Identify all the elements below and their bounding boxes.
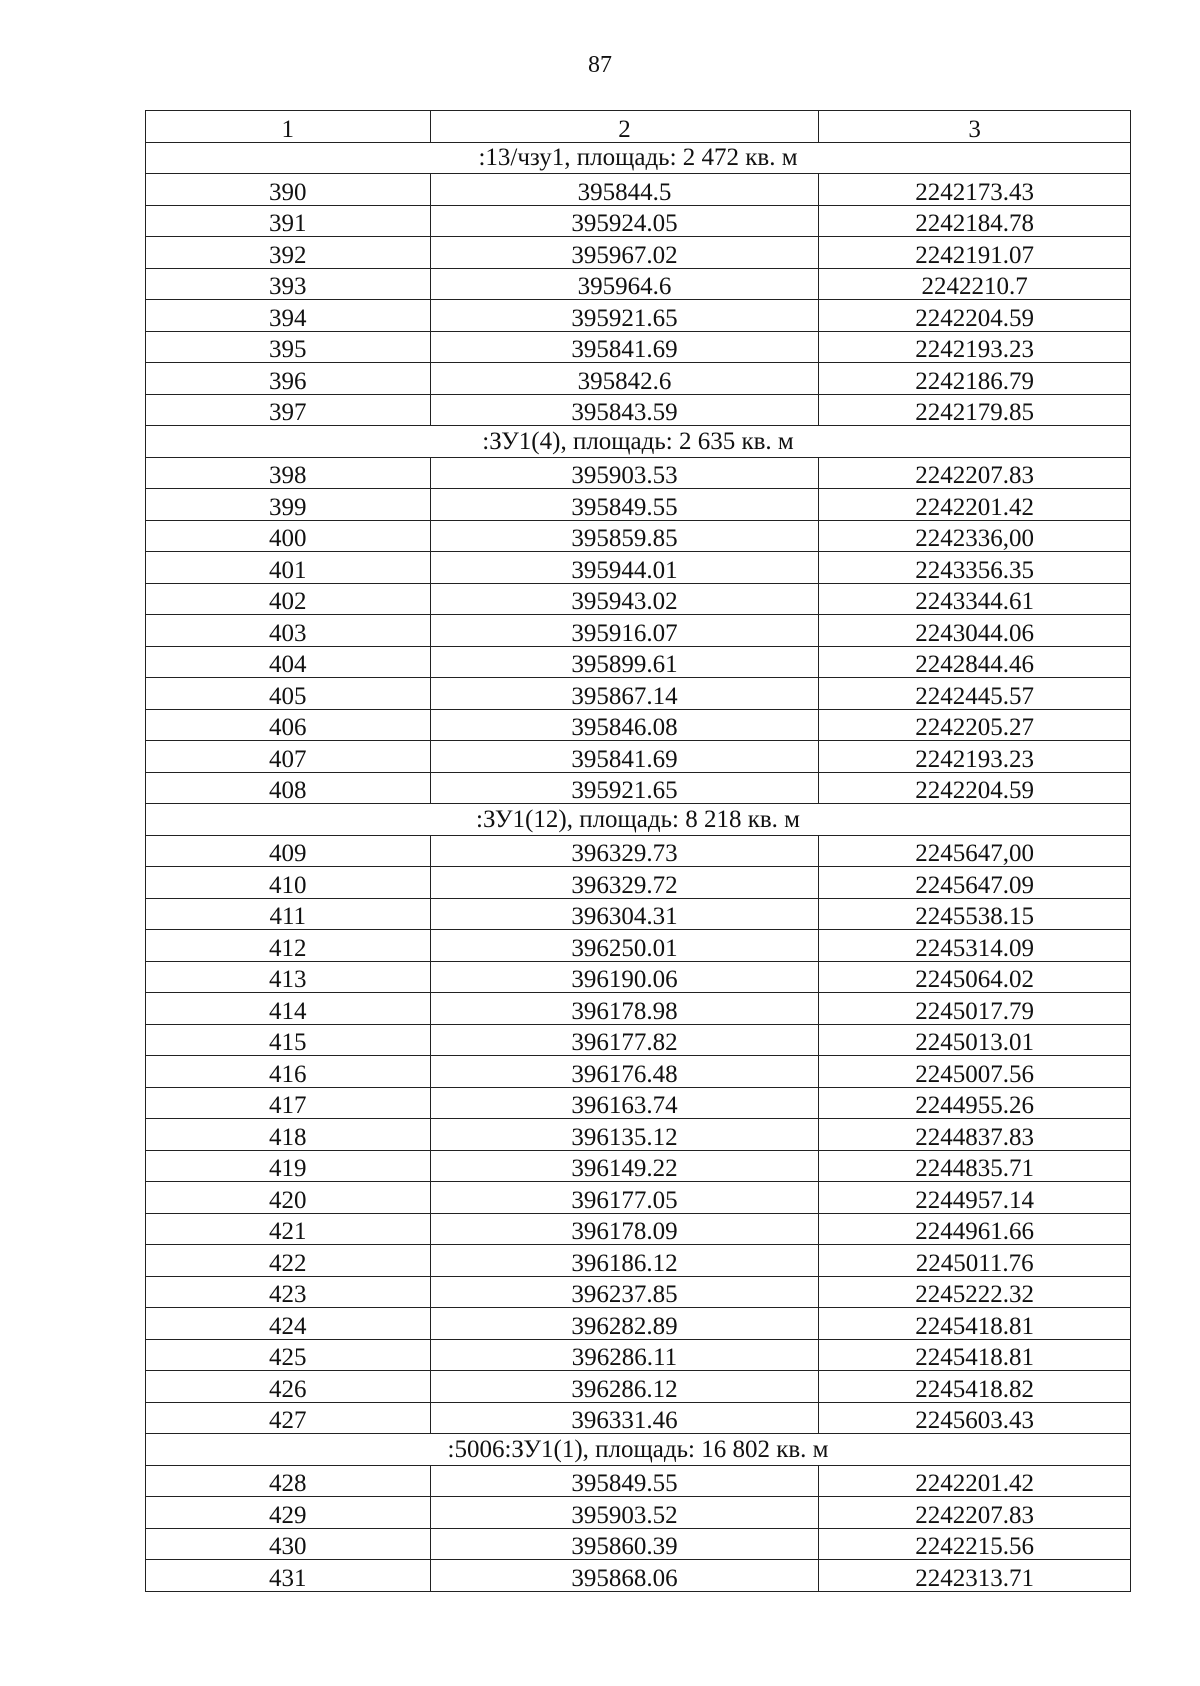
x-coordinate-cell: 396186.12	[430, 1245, 819, 1277]
point-number-cell: 423	[146, 1276, 431, 1308]
table-row	[146, 1245, 1131, 1277]
column-header: 3	[819, 111, 1131, 143]
section-header-row	[146, 804, 1131, 836]
y-coordinate-cell: 2245064.02	[819, 961, 1131, 993]
table-row	[146, 1213, 1131, 1245]
table-row	[146, 300, 1131, 332]
x-coordinate-cell: 395967.02	[430, 237, 819, 269]
point-number-cell: 400	[146, 520, 431, 552]
y-coordinate-cell: 2242313.71	[819, 1560, 1131, 1592]
point-number-cell: 427	[146, 1402, 431, 1434]
y-coordinate-cell: 2245017.79	[819, 993, 1131, 1025]
point-number-cell: 419	[146, 1150, 431, 1182]
y-coordinate-cell: 2242445.57	[819, 678, 1131, 710]
table-row	[146, 205, 1131, 237]
point-number-cell: 403	[146, 615, 431, 647]
y-coordinate-cell: 2242844.46	[819, 646, 1131, 678]
x-coordinate-cell: 396304.31	[430, 898, 819, 930]
x-coordinate-cell: 396176.48	[430, 1056, 819, 1088]
point-number-cell: 393	[146, 268, 431, 300]
page-number: 87	[588, 52, 612, 78]
point-number-cell: 413	[146, 961, 431, 993]
point-number-cell: 418	[146, 1119, 431, 1151]
point-number-cell: 395	[146, 331, 431, 363]
x-coordinate-cell: 396286.12	[430, 1371, 819, 1403]
table-row	[146, 174, 1131, 206]
table-row	[146, 993, 1131, 1025]
table-row	[146, 520, 1131, 552]
x-coordinate-cell: 396190.06	[430, 961, 819, 993]
point-number-cell: 399	[146, 489, 431, 521]
x-coordinate-cell: 396329.72	[430, 867, 819, 899]
y-coordinate-cell: 2245603.43	[819, 1402, 1131, 1434]
point-number-cell: 426	[146, 1371, 431, 1403]
y-coordinate-cell: 2245222.32	[819, 1276, 1131, 1308]
section-title: :5006:ЗУ1(1), площадь: 16 802 кв. м	[146, 1434, 1131, 1466]
section-title: :ЗУ1(12), площадь: 8 218 кв. м	[146, 804, 1131, 836]
section-title: :ЗУ1(4), площадь: 2 635 кв. м	[146, 426, 1131, 458]
section-header-row	[146, 1434, 1131, 1466]
point-number-cell: 420	[146, 1182, 431, 1214]
x-coordinate-cell: 395843.59	[430, 394, 819, 426]
table-row	[146, 646, 1131, 678]
x-coordinate-cell: 395943.02	[430, 583, 819, 615]
point-number-cell: 411	[146, 898, 431, 930]
point-number-cell: 402	[146, 583, 431, 615]
table-row	[146, 1402, 1131, 1434]
y-coordinate-cell: 2243356.35	[819, 552, 1131, 584]
table-row	[146, 1087, 1131, 1119]
x-coordinate-cell: 396135.12	[430, 1119, 819, 1151]
y-coordinate-cell: 2244837.83	[819, 1119, 1131, 1151]
x-coordinate-cell: 396177.82	[430, 1024, 819, 1056]
x-coordinate-cell: 396237.85	[430, 1276, 819, 1308]
x-coordinate-cell: 396331.46	[430, 1402, 819, 1434]
x-coordinate-cell: 395859.85	[430, 520, 819, 552]
column-header: 2	[430, 111, 819, 143]
x-coordinate-cell: 395849.55	[430, 1465, 819, 1497]
point-number-cell: 406	[146, 709, 431, 741]
y-coordinate-cell: 2242207.83	[819, 1497, 1131, 1529]
y-coordinate-cell: 2243344.61	[819, 583, 1131, 615]
y-coordinate-cell: 2242204.59	[819, 300, 1131, 332]
y-coordinate-cell: 2242179.85	[819, 394, 1131, 426]
coordinates-table	[145, 110, 1131, 1592]
point-number-cell: 408	[146, 772, 431, 804]
table-row	[146, 1560, 1131, 1592]
point-number-cell: 417	[146, 1087, 431, 1119]
table-row	[146, 1056, 1131, 1088]
y-coordinate-cell: 2245007.56	[819, 1056, 1131, 1088]
point-number-cell: 431	[146, 1560, 431, 1592]
x-coordinate-cell: 395899.61	[430, 646, 819, 678]
y-coordinate-cell: 2244961.66	[819, 1213, 1131, 1245]
point-number-cell: 396	[146, 363, 431, 395]
table-row	[146, 363, 1131, 395]
x-coordinate-cell: 395868.06	[430, 1560, 819, 1592]
table-row	[146, 583, 1131, 615]
section-header-row	[146, 426, 1131, 458]
x-coordinate-cell: 396329.73	[430, 835, 819, 867]
table-row	[146, 331, 1131, 363]
y-coordinate-cell: 2244835.71	[819, 1150, 1131, 1182]
y-coordinate-cell: 2242210.7	[819, 268, 1131, 300]
x-coordinate-cell: 396178.98	[430, 993, 819, 1025]
point-number-cell: 409	[146, 835, 431, 867]
point-number-cell: 397	[146, 394, 431, 426]
table-row	[146, 1465, 1131, 1497]
y-coordinate-cell: 2245011.76	[819, 1245, 1131, 1277]
x-coordinate-cell: 396177.05	[430, 1182, 819, 1214]
point-number-cell: 424	[146, 1308, 431, 1340]
point-number-cell: 412	[146, 930, 431, 962]
table-row	[146, 1528, 1131, 1560]
y-coordinate-cell: 2242184.78	[819, 205, 1131, 237]
y-coordinate-cell: 2242204.59	[819, 772, 1131, 804]
x-coordinate-cell: 395921.65	[430, 772, 819, 804]
table-row	[146, 961, 1131, 993]
point-number-cell: 421	[146, 1213, 431, 1245]
y-coordinate-cell: 2242336,00	[819, 520, 1131, 552]
table-row	[146, 1339, 1131, 1371]
point-number-cell: 430	[146, 1528, 431, 1560]
y-coordinate-cell: 2242207.83	[819, 457, 1131, 489]
x-coordinate-cell: 396250.01	[430, 930, 819, 962]
x-coordinate-cell: 395849.55	[430, 489, 819, 521]
table-row	[146, 1150, 1131, 1182]
section-header-row	[146, 142, 1131, 174]
y-coordinate-cell: 2242193.23	[819, 331, 1131, 363]
y-coordinate-cell: 2242186.79	[819, 363, 1131, 395]
point-number-cell: 404	[146, 646, 431, 678]
y-coordinate-cell: 2242201.42	[819, 1465, 1131, 1497]
table-row	[146, 1497, 1131, 1529]
table-row	[146, 898, 1131, 930]
point-number-cell: 414	[146, 993, 431, 1025]
table-row	[146, 615, 1131, 647]
table-header-row	[146, 111, 1131, 143]
x-coordinate-cell: 395841.69	[430, 331, 819, 363]
section-title: :13/чзу1, площадь: 2 472 кв. м	[146, 142, 1131, 174]
table-row	[146, 1119, 1131, 1151]
table-row	[146, 772, 1131, 804]
point-number-cell: 401	[146, 552, 431, 584]
x-coordinate-cell: 395903.53	[430, 457, 819, 489]
x-coordinate-cell: 396149.22	[430, 1150, 819, 1182]
point-number-cell: 429	[146, 1497, 431, 1529]
table-row	[146, 867, 1131, 899]
y-coordinate-cell: 2245314.09	[819, 930, 1131, 962]
x-coordinate-cell: 395903.52	[430, 1497, 819, 1529]
point-number-cell: 405	[146, 678, 431, 710]
y-coordinate-cell: 2242193.23	[819, 741, 1131, 773]
point-number-cell: 394	[146, 300, 431, 332]
y-coordinate-cell: 2245013.01	[819, 1024, 1131, 1056]
y-coordinate-cell: 2242173.43	[819, 174, 1131, 206]
point-number-cell: 422	[146, 1245, 431, 1277]
table-row	[146, 268, 1131, 300]
x-coordinate-cell: 395846.08	[430, 709, 819, 741]
y-coordinate-cell: 2245418.81	[819, 1339, 1131, 1371]
y-coordinate-cell: 2245538.15	[819, 898, 1131, 930]
point-number-cell: 391	[146, 205, 431, 237]
y-coordinate-cell: 2243044.06	[819, 615, 1131, 647]
point-number-cell: 428	[146, 1465, 431, 1497]
x-coordinate-cell: 395924.05	[430, 205, 819, 237]
table-row	[146, 709, 1131, 741]
x-coordinate-cell: 395867.14	[430, 678, 819, 710]
y-coordinate-cell: 2242205.27	[819, 709, 1131, 741]
table-row	[146, 741, 1131, 773]
x-coordinate-cell: 395841.69	[430, 741, 819, 773]
column-header: 1	[146, 111, 431, 143]
x-coordinate-cell: 396178.09	[430, 1213, 819, 1245]
y-coordinate-cell: 2242215.56	[819, 1528, 1131, 1560]
table-row	[146, 394, 1131, 426]
y-coordinate-cell: 2242191.07	[819, 237, 1131, 269]
table-row	[146, 1308, 1131, 1340]
x-coordinate-cell: 395844.5	[430, 174, 819, 206]
x-coordinate-cell: 396286.11	[430, 1339, 819, 1371]
x-coordinate-cell: 396163.74	[430, 1087, 819, 1119]
table-row	[146, 930, 1131, 962]
y-coordinate-cell: 2242201.42	[819, 489, 1131, 521]
x-coordinate-cell: 395944.01	[430, 552, 819, 584]
y-coordinate-cell: 2245647,00	[819, 835, 1131, 867]
point-number-cell: 398	[146, 457, 431, 489]
table-row	[146, 1024, 1131, 1056]
y-coordinate-cell: 2244955.26	[819, 1087, 1131, 1119]
point-number-cell: 415	[146, 1024, 431, 1056]
table-row	[146, 489, 1131, 521]
table-row	[146, 552, 1131, 584]
x-coordinate-cell: 395916.07	[430, 615, 819, 647]
y-coordinate-cell: 2245418.82	[819, 1371, 1131, 1403]
table-row	[146, 835, 1131, 867]
table-row	[146, 1182, 1131, 1214]
x-coordinate-cell: 395860.39	[430, 1528, 819, 1560]
x-coordinate-cell: 396282.89	[430, 1308, 819, 1340]
x-coordinate-cell: 395964.6	[430, 268, 819, 300]
y-coordinate-cell: 2245418.81	[819, 1308, 1131, 1340]
point-number-cell: 425	[146, 1339, 431, 1371]
point-number-cell: 392	[146, 237, 431, 269]
point-number-cell: 407	[146, 741, 431, 773]
table-row	[146, 1371, 1131, 1403]
point-number-cell: 410	[146, 867, 431, 899]
y-coordinate-cell: 2245647.09	[819, 867, 1131, 899]
point-number-cell: 390	[146, 174, 431, 206]
x-coordinate-cell: 395842.6	[430, 363, 819, 395]
y-coordinate-cell: 2244957.14	[819, 1182, 1131, 1214]
table-row	[146, 457, 1131, 489]
table-row	[146, 1276, 1131, 1308]
point-number-cell: 416	[146, 1056, 431, 1088]
table-row	[146, 237, 1131, 269]
table-row	[146, 678, 1131, 710]
x-coordinate-cell: 395921.65	[430, 300, 819, 332]
